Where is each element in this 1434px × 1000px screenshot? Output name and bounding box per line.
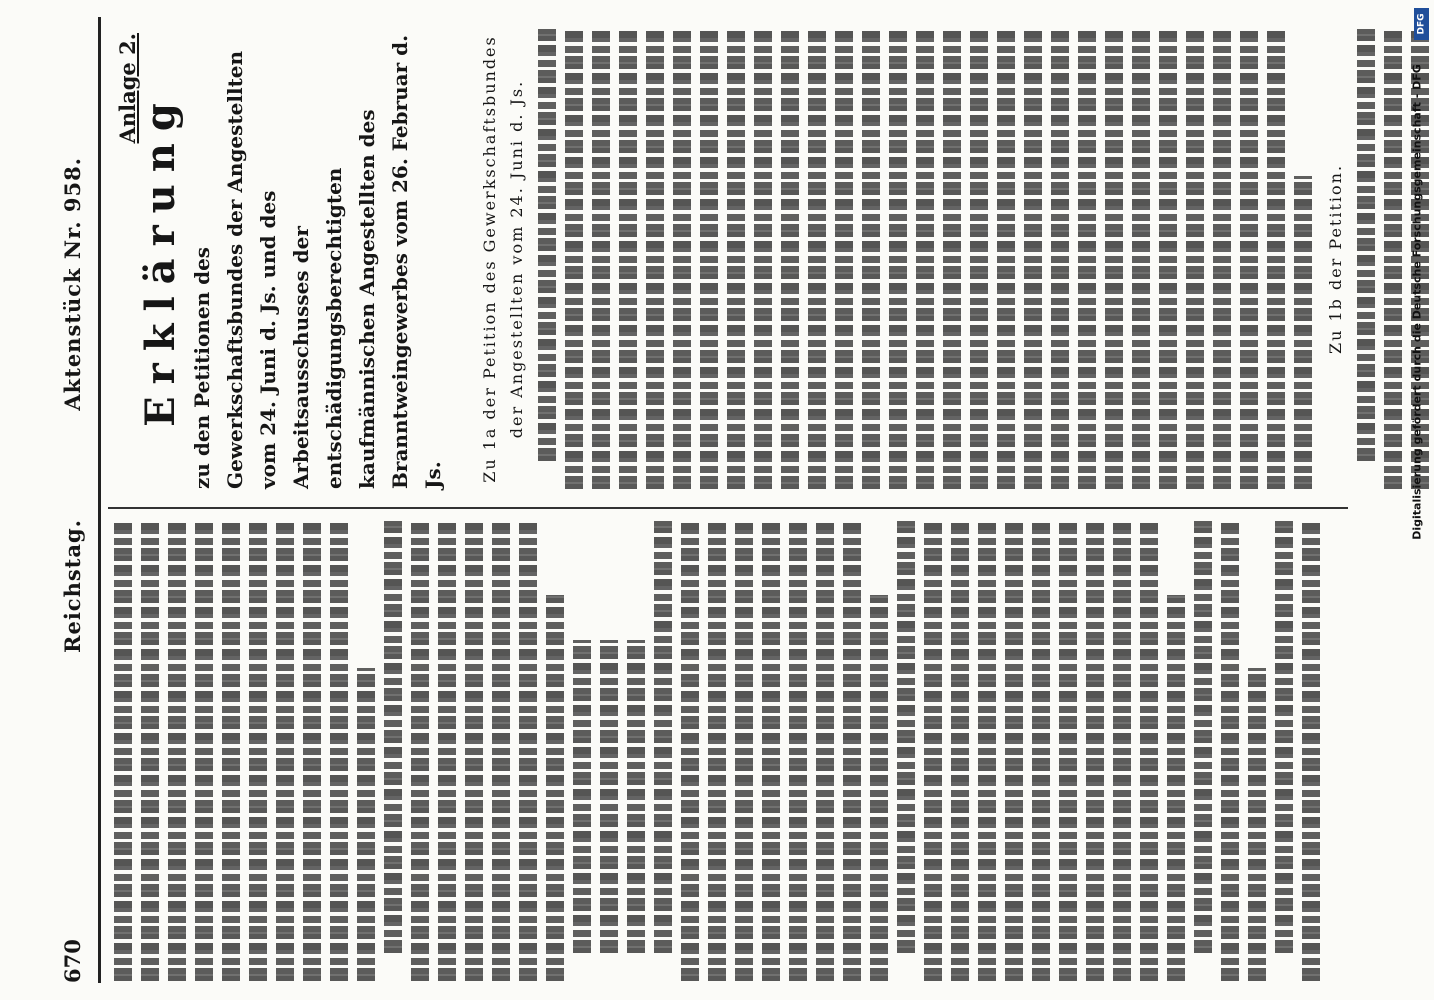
text-line xyxy=(673,29,691,489)
right-text-column xyxy=(114,29,1434,489)
text-line xyxy=(538,29,556,461)
text-line xyxy=(781,29,799,489)
text-line xyxy=(1186,29,1204,489)
text-line xyxy=(1005,521,1023,981)
text-line xyxy=(627,640,645,953)
text-line xyxy=(943,29,961,489)
column-divider xyxy=(108,507,1348,509)
text-line xyxy=(330,521,348,981)
text-line xyxy=(1213,29,1231,489)
text-line xyxy=(762,521,780,981)
text-line xyxy=(1267,29,1285,489)
rotated-page-content xyxy=(40,5,1370,995)
text-line xyxy=(889,29,907,489)
text-line xyxy=(1051,29,1069,489)
text-line xyxy=(897,521,915,953)
text-line xyxy=(997,29,1015,489)
annex-label: Anlage 2. xyxy=(115,33,140,144)
text-line xyxy=(546,595,564,981)
text-line xyxy=(1221,521,1239,981)
digitization-credit xyxy=(1404,10,1430,594)
text-line xyxy=(646,29,664,489)
text-line xyxy=(249,521,267,981)
text-line xyxy=(754,29,772,489)
text-line xyxy=(1032,521,1050,981)
dfg-logo-text: DFG xyxy=(1416,13,1427,35)
text-line xyxy=(916,29,934,489)
text-line xyxy=(195,521,213,981)
text-line xyxy=(1159,29,1177,489)
text-line xyxy=(789,521,807,981)
running-header xyxy=(60,17,90,983)
text-line xyxy=(492,521,510,981)
text-line xyxy=(735,521,753,981)
text-line xyxy=(1024,29,1042,489)
text-line xyxy=(1275,521,1293,953)
text-line xyxy=(1384,29,1402,489)
text-line xyxy=(1294,176,1312,489)
text-line xyxy=(411,521,429,981)
text-line xyxy=(700,29,718,489)
text-line xyxy=(970,29,988,489)
text-line xyxy=(1240,29,1258,489)
text-line xyxy=(1140,521,1158,981)
text-line xyxy=(384,521,402,953)
text-line xyxy=(222,521,240,981)
text-line xyxy=(654,521,672,953)
text-line xyxy=(951,521,969,981)
text-line xyxy=(1078,29,1096,489)
text-line xyxy=(168,521,186,981)
text-line xyxy=(1194,521,1212,953)
left-text-column xyxy=(114,521,1329,981)
text-line xyxy=(592,29,610,489)
text-line xyxy=(573,640,591,953)
text-line xyxy=(843,521,861,981)
text-line xyxy=(1132,29,1150,489)
text-line xyxy=(1248,668,1266,981)
text-line xyxy=(870,595,888,981)
section-heading-1b: Zu 1b der Petition. xyxy=(1326,163,1345,355)
text-line xyxy=(114,521,132,981)
text-line xyxy=(924,521,942,981)
document-subtitle: zu den Petitionen des Gewerkschaftsbundes der Angestellten vom 24. Juni d. Js. und des Arbeitsausschusses der entschädigungsberechtigten kaufmännischen Angestellten des Branntweingewerbes vom 26. Februar d. Js. xyxy=(190,34,445,489)
text-line xyxy=(978,521,996,981)
text-line xyxy=(465,521,483,981)
text-line xyxy=(727,29,745,489)
section-heading-1a: Zu 1a der Petition des Gewerkschaftsbundes der Angestellten vom 24. Juni d. Js. xyxy=(480,35,526,483)
text-line xyxy=(1167,595,1185,981)
document-title: Erklärung xyxy=(137,91,184,427)
text-line xyxy=(519,521,537,981)
text-line xyxy=(1086,521,1104,981)
header-title: Reichstag. xyxy=(60,519,85,653)
text-line xyxy=(357,668,375,981)
text-line xyxy=(808,29,826,489)
text-line xyxy=(438,521,456,981)
text-line xyxy=(600,640,618,953)
text-line xyxy=(303,521,321,981)
text-line xyxy=(1059,521,1077,981)
header-document-number: Aktenstück Nr. 958. xyxy=(60,157,85,411)
page-number: 670 xyxy=(60,939,85,983)
text-line xyxy=(276,521,294,981)
text-line xyxy=(565,29,583,489)
text-line xyxy=(1113,521,1131,981)
credit-text: Digitalisierung gefördert durch die Deutsche Forschungsgemeinschaft - DFG xyxy=(1410,64,1424,540)
text-line xyxy=(816,521,834,981)
text-line xyxy=(1357,29,1375,461)
text-line xyxy=(835,29,853,489)
text-line xyxy=(708,521,726,981)
text-line xyxy=(1302,521,1320,981)
text-line xyxy=(141,521,159,981)
text-line xyxy=(862,29,880,489)
text-line xyxy=(681,521,699,981)
text-line xyxy=(1105,29,1123,489)
header-rule xyxy=(98,17,101,983)
text-line xyxy=(619,29,637,489)
